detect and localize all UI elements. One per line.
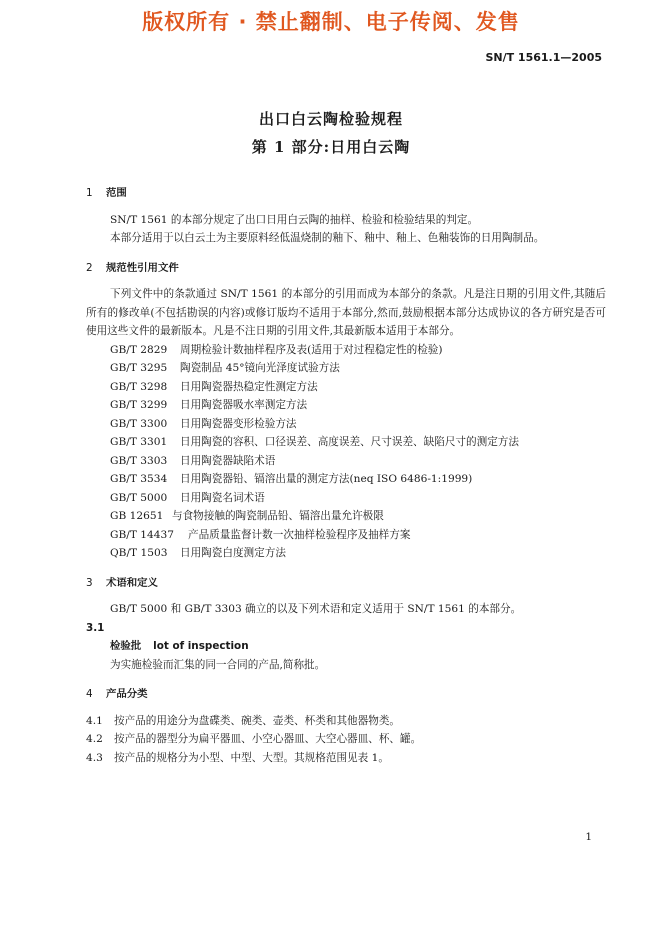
reference-code: GB/T 5000	[110, 491, 168, 504]
reference-item	[86, 341, 606, 360]
item-text: 按产品的规格分为小型、中型、大型。其规格范围见表 1。	[114, 751, 389, 764]
reference-item	[86, 359, 606, 378]
reference-title: 日用陶瓷的容积、口径误差、高度误差、尺寸误差、缺陷尺寸的测定方法	[180, 436, 519, 448]
reference-code: GB/T 2829	[110, 343, 168, 356]
section-number: 3	[86, 576, 93, 589]
reference-title: 日用陶瓷白度测定方法	[180, 547, 286, 559]
reference-item	[86, 526, 606, 545]
reference-item	[86, 507, 606, 526]
section-3-heading	[86, 574, 606, 593]
document-body	[86, 184, 606, 767]
reference-item	[86, 433, 606, 452]
section-number: 2	[86, 261, 93, 274]
paragraph: 本部分适用于以白云土为主要原料经低温烧制的釉下、釉中、釉上、色釉装饰的日用陶制品。	[110, 232, 545, 244]
reference-item	[86, 470, 606, 489]
reference-title: 周期检验计数抽样程序及表(适用于对过程稳定性的检验)	[180, 343, 443, 356]
classification-item	[86, 712, 606, 731]
item-number: 4.1	[86, 714, 103, 727]
reference-code: GB/T 3300	[110, 417, 168, 430]
term-definition: 为实施检验而汇集的同一合同的产品,简称批。	[110, 658, 326, 671]
reference-title: 陶瓷制品 45°镜向光泽度试验方法	[180, 362, 340, 374]
section-1-heading	[86, 184, 606, 203]
reference-title: 产品质量监督计数一次抽样检验程序及抽样方案	[188, 528, 411, 541]
term-name	[86, 637, 606, 656]
reference-code: GB/T 3298	[110, 380, 168, 393]
reference-title: 与食物接触的陶瓷制品铅、镉溶出量允许极限	[172, 510, 384, 522]
reference-item	[86, 452, 606, 471]
reference-item	[86, 415, 606, 434]
section-2-heading	[86, 259, 606, 278]
section-title: 规范性引用文件	[106, 261, 179, 274]
reference-code: GB/T 3301	[110, 436, 168, 448]
term-number: 3.1	[86, 621, 105, 634]
page-number: 1	[585, 831, 592, 843]
classification-item	[86, 730, 606, 749]
reference-item	[86, 396, 606, 415]
item-text: 按产品的用途分为盘碟类、碗类、壶类、杯类和其他器物类。	[114, 714, 401, 727]
section-title: 术语和定义	[106, 576, 158, 589]
document-title	[0, 108, 662, 157]
reference-title: 日用陶瓷器缺陷术语	[180, 454, 276, 467]
section-number: 1	[86, 187, 93, 199]
reference-code: GB/T 3303	[110, 454, 168, 467]
reference-item	[86, 544, 606, 563]
paragraph: SN/T 1561 的本部分规定了出口日用白云陶的抽样、检验和检验结果的判定。	[110, 213, 479, 226]
copyright-watermark: 版权所有 · 禁止翻制、电子传阅、发售	[142, 10, 520, 34]
reference-item	[86, 489, 606, 508]
standard-number: SN/T 1561.1—2005	[485, 51, 602, 64]
reference-title: 日用陶瓷器铅、镉溶出量的测定方法(neq ISO 6486-1:1999)	[180, 473, 473, 485]
reference-item	[86, 378, 606, 397]
section-title: 范围	[106, 187, 127, 199]
paragraph: 下列文件中的条款通过 SN/T 1561 的本部分的引用而成为本部分的条款。凡是注日期的引用文件,其随后所有的修改单(不包括勘误的内容)或修订版均不适用于本部分,然而,鼓励根据本部分达成协议的各方研究是否可使用这些文件的最新版本。凡是不注日期的引用文件,其最新版本适用于本部分。	[86, 288, 606, 337]
title-line-1: 出口白云陶检验规程	[258, 110, 403, 128]
section-4-heading	[86, 685, 606, 704]
reference-code: GB/T 3299	[110, 399, 168, 411]
term-english: lot of inspection	[153, 640, 249, 652]
reference-title: 日用陶瓷器吸水率测定方法	[180, 399, 308, 411]
reference-title: 日用陶瓷器热稳定性测定方法	[180, 380, 318, 393]
reference-code: GB/T 3534	[110, 473, 168, 485]
item-number: 4.2	[86, 733, 103, 745]
title-line-2: 第 1 部分:日用白云陶	[251, 138, 411, 156]
section-title: 产品分类	[106, 688, 148, 700]
reference-title: 日用陶瓷器变形检验方法	[180, 417, 297, 430]
reference-code: GB/T 3295	[110, 362, 168, 374]
reference-code: QB/T 1503	[110, 547, 168, 559]
reference-title: 日用陶瓷名词术语	[180, 491, 265, 504]
paragraph: GB/T 5000 和 GB/T 3303 确立的以及下列术语和定义适用于 SN/T 1561 的本部分。	[110, 603, 522, 615]
reference-list	[86, 341, 606, 563]
reference-code: GB 12651	[110, 510, 164, 522]
item-number: 4.3	[86, 751, 103, 764]
reference-code: GB/T 14437	[110, 528, 174, 541]
section-number: 4	[86, 688, 93, 700]
term-chinese: 检验批	[110, 640, 142, 652]
item-text: 按产品的器型分为扁平器皿、小空心器皿、大空心器皿、杯、罐。	[114, 733, 422, 745]
classification-item	[86, 749, 606, 768]
